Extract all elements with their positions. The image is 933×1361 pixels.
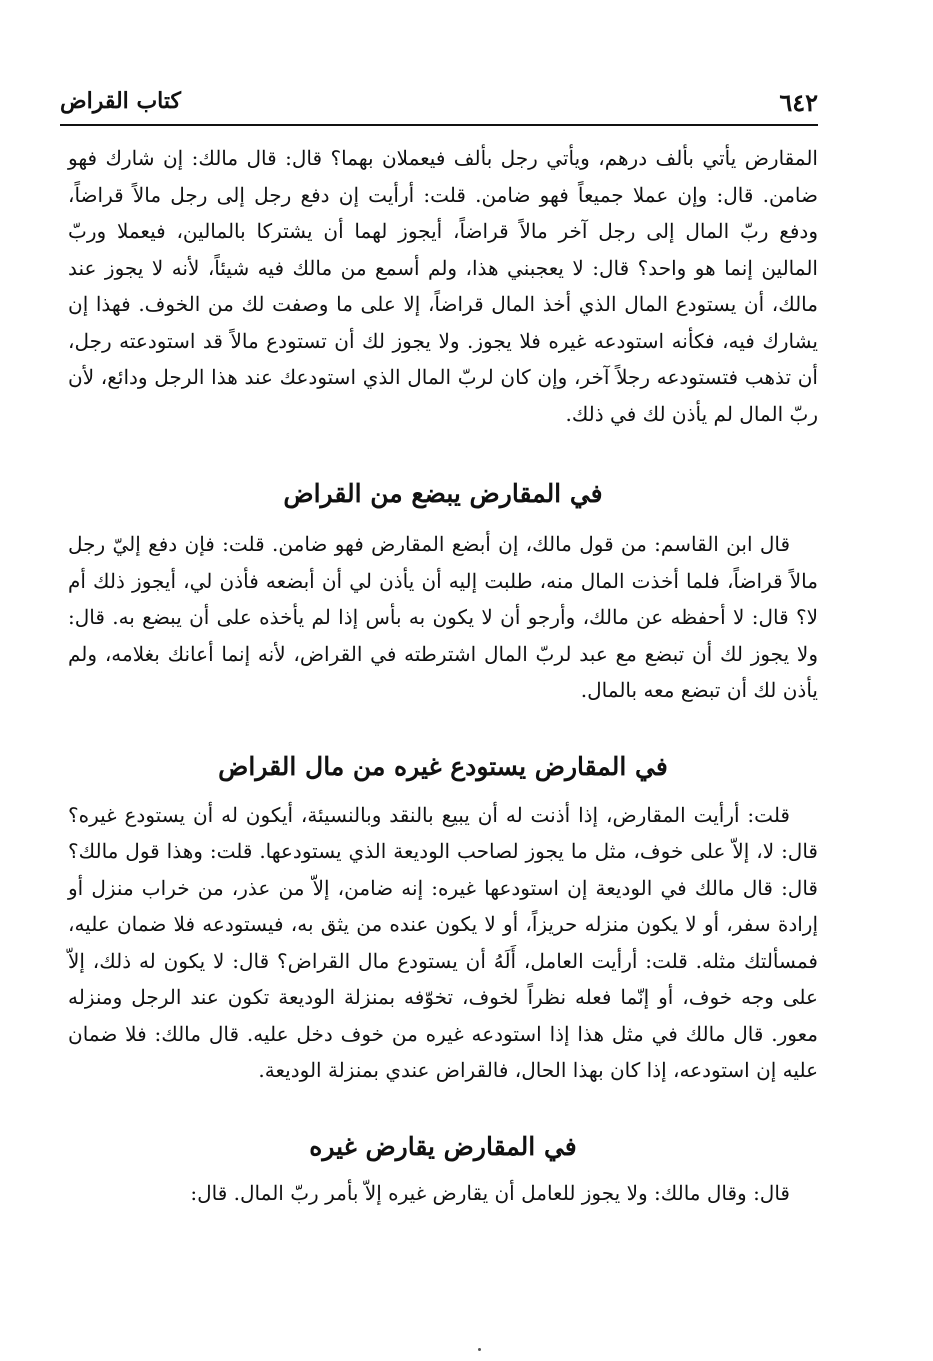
- section-heading-1: في المقارض يبضع من القراض: [283, 479, 603, 508]
- section-heading-3: في المقارض يقارض غيره: [309, 1131, 577, 1161]
- paragraph-4: قال: وقال مالك: ولا يجوز للعامل أن يقارض غيره إلاّ بأمر ربّ المال. قال:: [190, 1180, 790, 1205]
- running-title: كتاب القراض: [60, 88, 181, 114]
- page-body: [68, 140, 818, 1211]
- paragraph-3: قلت: أرأيت المقارض، إذا أذنت له أن يبيع بالنقد وبالنسيئة، أيكون له أن يستودع غيره؟ قال: لا، إلاّ على خوف، مثل ما يجوز لصاحب الوديعة الذي يستودعها. قلت: وهذا قول مالك؟ قال: قال مالك في الوديعة إن استودعها غيره: إنه ضامن، إلاّ من عذر، من خراب منزل أو إرادة سفر، أو لا يكون منزله حريزاً، أو لا يكون عنده من يثق به، فيستودعه فلا ضمان عليه، فمسألتك مثله. قلت: أرأيت العامل، أَلَهُ أن يستودع مال القراض؟ قال: لا يكون له ذلك، إلاّ على وجه خوف، أو إنّما فعله نظراً لخوف، تخوّفه بمنزلة الوديعة تكون عند الرجل ومنزله معور. قال مالك في مثل هذا إذا استودعه غيره من خوف دخل عليه. قال مالك: فلا ضمان عليه إن استودعه، إذا كان بهذا الحال، فالقراض عندي بمنزلة الوديعة.: [68, 802, 818, 1082]
- paragraph-2: قال ابن القاسم: من قول مالك، إن أبضع المقارض فهو ضامن. قلت: فإن دفع إليّ رجل مالاً قراضاً، فلما أخذت المال منه، طلبت إليه أن يأذن لي أن أبضعه فأذن لي، أيجوز ذلك أم لا؟ قال: لا أحفظه عن مالك، وأرجو أن لا يكون به بأس إذا لم يأخذه على أن يبضع به. قال: ولا يجوز لك أن تبضع مع عبد لربّ المال اشترطته في القراض، لأنه إنما أعانك بغلامه، ولم يأذن لك أن تبضع معه بالمال.: [68, 532, 818, 702]
- paragraph-1: المقارض يأتي بألف درهم، ويأتي رجل بألف فيعملان بهما؟ قال: قال مالك: إن شارك فهو ضامن. قال: وإن عملا جميعاً فهو ضامن. قلت: أرأيت إن دفع رجل إلى رجل مالاً قراضاً، ودفع ربّ المال إلى رجل آخر مالاً قراضاً، أيجوز لهما أن يشتركا بالمالين، فيعملا وربّ المالين إنما هو واحد؟ قال: لا يعجبني هذا، ولم أسمع من مالك فيه شيئاً، لأنه لا يجوز عند مالك، أن يستودع المال الذي أخذ المال قراضاً، إلا على ما وصفت لك من الخوف. فهذا إن يشارك فيه، فكأنه استودعه غيره فلا يجوز. ولا يجوز لك أن تستودع مالاً قد استودعته رجل، أن تذهب فتستودعه رجلاً آخر، وإن كان لربّ المال الذي استودعك عند هذا الرجل ودائع، لأن ربّ المال لم يأذن لك في ذلك.: [68, 146, 818, 426]
- page-header: [60, 86, 818, 126]
- section-heading-2: في المقارض يستودع غيره من مال القراض: [218, 751, 668, 781]
- page-number: ٦٤٢: [779, 88, 818, 117]
- footer-dot: [478, 1348, 481, 1351]
